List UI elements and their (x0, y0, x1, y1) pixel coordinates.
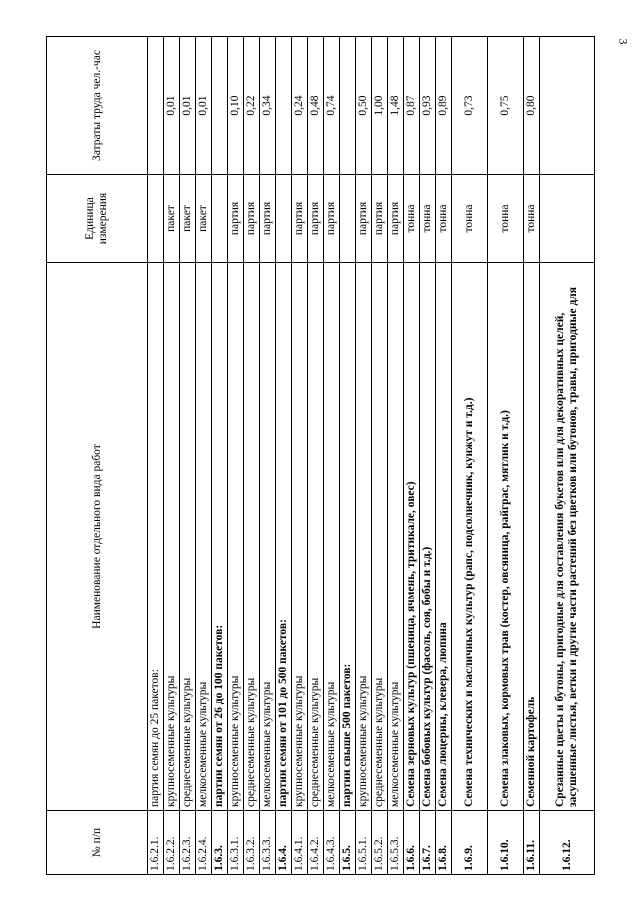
row-num: 1.6.9. (452, 811, 488, 875)
row-unit: тонна (452, 175, 488, 263)
row-unit: партия (228, 175, 244, 263)
row-unit: тонна (524, 175, 540, 263)
row-labor-value (540, 37, 595, 175)
row-name: крупносеменные культуры (356, 263, 372, 811)
row-name: мелкосеменные культуры (196, 263, 212, 811)
row-labor-value (212, 37, 228, 175)
row-unit (540, 175, 595, 263)
row-name: Семена технических и масличных культур (рапс, подсолнечник, кунжут и т.д.) (452, 263, 488, 811)
row-unit: тонна (420, 175, 436, 263)
row-num: 1.6.3.1. (228, 811, 244, 875)
table-header-row (47, 37, 148, 875)
row-name: среднесеменные культуры (308, 263, 324, 811)
row-num: 1.6.2.3. (180, 811, 196, 875)
row-name: мелкосеменные культуры (388, 263, 404, 811)
row-unit (148, 175, 164, 263)
row-unit: партия (244, 175, 260, 263)
table-row (488, 37, 524, 875)
header-num: № п/п (47, 811, 148, 875)
row-num: 1.6.6. (404, 811, 420, 875)
row-labor-value: 0,87 (404, 37, 420, 175)
row-unit: партия (356, 175, 372, 263)
row-name: партии семян от 101 до 500 пакетов: (276, 263, 292, 811)
row-labor-value: 0,22 (244, 37, 260, 175)
row-num: 1.6.5.1. (356, 811, 372, 875)
header-labor: Затраты труда чел.-час (47, 37, 148, 175)
table-row (260, 37, 276, 875)
table-row (164, 37, 180, 875)
row-labor-value: 1,00 (372, 37, 388, 175)
row-name: Семена люцерны, клевера, люпина (436, 263, 452, 811)
table-row (540, 37, 595, 875)
row-name: партии свыше 500 пакетов: (340, 263, 356, 811)
row-name: мелкосеменные культуры (260, 263, 276, 811)
row-name: Семена злаковых, кормовых трав (костер, овсяница, райграс, мятлик и т.д.) (488, 263, 524, 811)
row-num: 1.6.2.4. (196, 811, 212, 875)
row-labor-value: 1,48 (388, 37, 404, 175)
row-name: партия семян до 25 пакетов: (148, 263, 164, 811)
row-unit: партия (292, 175, 308, 263)
row-unit: тонна (488, 175, 524, 263)
row-labor-value: 0,75 (488, 37, 524, 175)
row-num: 1.6.5. (340, 811, 356, 875)
row-labor-value: 0,24 (292, 37, 308, 175)
table-row (212, 37, 228, 875)
row-labor-value: 0,80 (524, 37, 540, 175)
row-unit: партия (372, 175, 388, 263)
table-body (148, 37, 595, 875)
row-labor-value (340, 37, 356, 175)
row-num: 1.6.4.2. (308, 811, 324, 875)
table-row (308, 37, 324, 875)
table-row (388, 37, 404, 875)
row-unit: пакет (180, 175, 196, 263)
table-row (404, 37, 420, 875)
row-num: 1.6.4.3. (324, 811, 340, 875)
row-labor-value: 0,01 (196, 37, 212, 175)
row-unit: партия (260, 175, 276, 263)
row-labor-value: 0,73 (452, 37, 488, 175)
table-row (420, 37, 436, 875)
table-row (148, 37, 164, 875)
row-labor-value: 0,89 (436, 37, 452, 175)
row-name: Срезанные цветы и бутоны, пригодные для составления букетов или для декоративных целей, засушенные листья, ветки и другие части растений без цветков или бутонов, травы, пригодные для (540, 263, 595, 811)
row-unit (276, 175, 292, 263)
row-name: Семенной картофель (524, 263, 540, 811)
row-name: среднесеменные культуры (180, 263, 196, 811)
row-num: 1.6.12. (540, 811, 595, 875)
row-name: среднесеменные культуры (372, 263, 388, 811)
table-row (244, 37, 260, 875)
row-unit (340, 175, 356, 263)
labor-cost-table (46, 36, 595, 875)
row-num: 1.6.5.2. (372, 811, 388, 875)
row-labor-value: 0,01 (180, 37, 196, 175)
row-num: 1.6.3.2. (244, 811, 260, 875)
row-num: 1.6.11. (524, 811, 540, 875)
table-row (524, 37, 540, 875)
row-unit: пакет (164, 175, 180, 263)
row-name: мелкосеменные культуры (324, 263, 340, 811)
table-row (228, 37, 244, 875)
table-row (452, 37, 488, 875)
row-labor-value: 0,01 (164, 37, 180, 175)
row-num: 1.6.8. (436, 811, 452, 875)
row-num: 1.6.2.1. (148, 811, 164, 875)
row-name: среднесеменные культуры (244, 263, 260, 811)
row-unit: партия (308, 175, 324, 263)
row-name: партии семян от 26 до 100 пакетов: (212, 263, 228, 811)
row-num: 1.6.5.3. (388, 811, 404, 875)
row-unit: тонна (404, 175, 420, 263)
page-number: 3 (616, 38, 631, 45)
table-row (340, 37, 356, 875)
row-unit (212, 175, 228, 263)
table-row (436, 37, 452, 875)
row-unit: партия (324, 175, 340, 263)
table-row (276, 37, 292, 875)
row-name: крупносеменные культуры (228, 263, 244, 811)
row-num: 1.6.4.1. (292, 811, 308, 875)
row-name: Семена зерновых культур (пшеница, ячмень, тритикале, овес) (404, 263, 420, 811)
table-row (292, 37, 308, 875)
row-labor-value (276, 37, 292, 175)
row-name: крупносеменные культуры (292, 263, 308, 811)
table-row (180, 37, 196, 875)
table-row (356, 37, 372, 875)
row-unit: партия (388, 175, 404, 263)
rotated-page (46, 37, 590, 875)
row-name: крупносеменные культуры (164, 263, 180, 811)
row-labor-value: 0,93 (420, 37, 436, 175)
row-labor-value: 0,50 (356, 37, 372, 175)
table-row (324, 37, 340, 875)
row-labor-value: 0,10 (228, 37, 244, 175)
row-num: 1.6.7. (420, 811, 436, 875)
header-unit: Единица измерения (47, 175, 148, 263)
row-unit: пакет (196, 175, 212, 263)
header-name: Наименование отдельного вида работ (47, 263, 148, 811)
row-num: 1.6.10. (488, 811, 524, 875)
row-num: 1.6.3. (212, 811, 228, 875)
row-num: 1.6.3.3. (260, 811, 276, 875)
row-labor-value: 0,48 (308, 37, 324, 175)
row-labor-value: 0,74 (324, 37, 340, 175)
table-row (196, 37, 212, 875)
row-num: 1.6.2.2. (164, 811, 180, 875)
row-labor-value (148, 37, 164, 175)
table-row (372, 37, 388, 875)
row-unit: тонна (436, 175, 452, 263)
row-num: 1.6.4. (276, 811, 292, 875)
row-name: Семена бобовых культур (фасоль, соя, бобы и т.д.) (420, 263, 436, 811)
row-labor-value: 0,34 (260, 37, 276, 175)
